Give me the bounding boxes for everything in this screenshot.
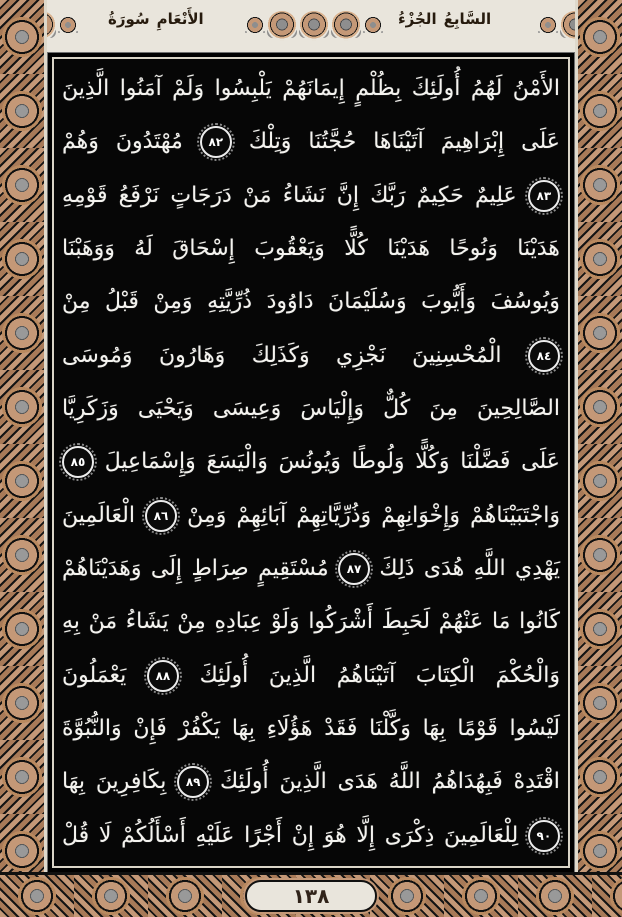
ayah-number: ٨٦ — [153, 508, 169, 523]
ayah-number: ٨٣ — [536, 188, 552, 203]
word: لِلْعَالَمِينَ — [444, 822, 519, 848]
word: نَشَاءُ — [282, 182, 326, 208]
ayah-number: ٩٠ — [536, 828, 552, 843]
word: السَّابِعُ — [443, 10, 492, 28]
word: دَاوُودَ — [266, 289, 314, 315]
word: إِنْ — [291, 822, 315, 848]
word: مَا — [491, 609, 511, 635]
quran-line — [62, 278, 560, 326]
quran-line — [62, 332, 560, 380]
word: الْكِتَابَ — [415, 662, 475, 688]
word: أَسْأَلُكُمْ — [121, 822, 186, 848]
word: يَهْدِي — [514, 556, 560, 582]
word: وَهَارُونَ — [158, 342, 226, 368]
word: وَزَكَرِيَّا — [62, 396, 119, 422]
header-band — [0, 0, 622, 55]
quran-line — [62, 225, 560, 273]
word: نَرْفَعُ — [118, 182, 160, 208]
word: وَكَذَلِكَ — [251, 342, 310, 368]
word: وَإِسْمَاعِيلَ — [104, 449, 196, 475]
word: الْعَالَمِينَ — [62, 502, 135, 528]
word: بِهِ — [62, 609, 80, 635]
word: هَدَيْنَا — [517, 236, 560, 262]
quran-text-panel — [52, 57, 570, 868]
quran-line — [62, 758, 560, 806]
word: لَيْسُوا — [509, 716, 560, 742]
word: وَلَمْ — [172, 76, 205, 101]
word: وَسُلَيْمَانَ — [328, 289, 407, 315]
word: نَجْزِي — [336, 342, 386, 368]
word: أُولَئِكَ — [199, 662, 249, 688]
word: أُولَئِكَ — [220, 769, 269, 795]
blossom-icon — [331, 11, 361, 41]
word: اقْتَدِهْ — [513, 769, 560, 795]
quran-line — [62, 172, 560, 220]
word: أُولَئِكَ — [411, 76, 461, 101]
word: يَعْمَلُونَ — [62, 662, 127, 688]
word: عِبَادِهِ — [214, 609, 263, 635]
quran-line — [62, 385, 560, 433]
word: آمَنُوا — [119, 76, 162, 101]
word: صِرَاطٍ — [191, 556, 249, 582]
word: وَتِلْكَ — [248, 129, 292, 155]
ayah-end-marker-icon — [145, 500, 177, 532]
word: وَنُوحًا — [449, 236, 498, 262]
ayah-number: ٨٧ — [346, 562, 362, 577]
word: حَكِيمٌ — [416, 182, 464, 208]
blossom-icon — [58, 16, 78, 36]
word: الْمُحْسِنِينَ — [412, 342, 502, 368]
blossom-icon — [299, 11, 329, 41]
word: حُجَّتُنَا — [308, 129, 357, 155]
word: فَإِنْ — [133, 716, 167, 742]
word: اللَّهُ — [388, 769, 421, 795]
ayah-number: ٨٥ — [70, 455, 86, 470]
quran-line — [62, 598, 560, 646]
word: عَلَى — [521, 449, 560, 475]
word: آبَائِهِمْ — [236, 502, 287, 528]
word: مِنْ — [177, 609, 206, 635]
word: وَوَهَبْنَا — [62, 236, 115, 262]
word: يَلْبِسُوا — [214, 76, 272, 101]
word: قَوْمًا — [457, 716, 498, 742]
word: وَإِلْيَاسَ — [300, 396, 364, 422]
word: عَلِيمٌ — [474, 182, 517, 208]
ayah-end-marker-icon — [62, 446, 94, 478]
ayah-number: ٨٨ — [155, 668, 171, 683]
quran-line — [62, 492, 560, 540]
word: وَمِنْ — [187, 502, 227, 528]
word: آتَيْنَاهُمُ — [336, 662, 396, 688]
word: وَلَوْ — [270, 609, 300, 635]
word: مِنْ — [62, 289, 91, 315]
ayah-number: ٨٤ — [536, 348, 552, 363]
ayah-number: ٨٩ — [185, 775, 201, 790]
quran-line — [62, 118, 560, 166]
word: هُدَى — [423, 556, 465, 582]
quran-lines — [62, 65, 560, 860]
arabesque-border-left — [0, 0, 47, 917]
ayah-end-marker-icon — [338, 553, 370, 585]
quran-line — [62, 812, 560, 860]
word: يَكْفُرْ — [178, 716, 221, 742]
word: كُلٌّ — [383, 396, 411, 422]
word: بِهَا — [62, 769, 85, 795]
word: وَلُوطًا — [351, 449, 405, 475]
word: وَكُلًّا — [415, 449, 450, 475]
word: إِبْرَاهِيمَ — [440, 129, 505, 155]
word: أَجْرًا — [244, 822, 283, 848]
page-number-cartouche — [245, 880, 377, 912]
word: وَإِخْوَانِهِمْ — [381, 502, 460, 528]
word: وَالْحُكْمَ — [495, 662, 560, 688]
word: فَضَّلْنَا — [460, 449, 511, 475]
word: بِهَا — [422, 716, 446, 742]
quran-line — [62, 65, 560, 113]
quran-line — [62, 438, 560, 486]
ayah-end-marker-icon — [200, 126, 232, 158]
word: ذَلِكَ — [379, 556, 415, 582]
word: بِظُلْمٍ — [355, 76, 402, 101]
ayah-end-marker-icon — [528, 340, 560, 372]
word: دَرَجَاتٍ — [170, 182, 232, 208]
quran-line — [62, 652, 560, 700]
ayah-end-marker-icon — [528, 180, 560, 212]
blossom-icon — [267, 11, 297, 41]
word: وَاجْتَبَيْنَاهُمْ — [470, 502, 560, 528]
word: هُوَ — [323, 822, 347, 848]
word: هَدَيْنَا — [387, 236, 430, 262]
word: إِسْحَاقَ — [172, 236, 235, 262]
word: مُهْتَدُونَ — [115, 129, 183, 155]
word: اللَّهِ — [473, 556, 506, 582]
word: وَذُرِّيَّاتِهِمْ — [296, 502, 372, 528]
word: قَبْلُ — [105, 289, 139, 315]
footer-ornament-band — [0, 872, 622, 917]
quran-line — [62, 705, 560, 753]
ayah-end-marker-icon — [177, 766, 209, 798]
word: مَنْ — [243, 182, 272, 208]
word: كَانُوا — [519, 609, 560, 635]
word: قَوْمِهِ — [62, 182, 108, 208]
word: الجُزْءُ — [398, 10, 437, 28]
word: يَشَاءُ — [125, 609, 169, 635]
word: مِنَ — [429, 396, 458, 422]
ayah-end-marker-icon — [528, 820, 560, 852]
word: وَهَدَيْنَاهُمْ — [62, 556, 142, 582]
word: الَّذِينَ — [62, 76, 110, 101]
juz-title-cartouche — [398, 10, 491, 28]
word: وَمُوسَى — [62, 342, 133, 368]
arabesque-border-right — [575, 0, 622, 917]
quran-line — [62, 545, 560, 593]
word: وَكَّلْنَا — [369, 716, 411, 742]
word: وَأَيُّوبَ — [421, 289, 477, 315]
floral-center-ornament-icon — [236, 0, 392, 52]
word: مَنْ — [88, 609, 118, 635]
word: إِلَّا — [356, 822, 376, 848]
ayah-number: ٨٢ — [208, 135, 224, 150]
word: لَهُمُ — [470, 76, 503, 101]
word: لَهُ — [134, 236, 153, 262]
word: فَبِهُدَاهُمُ — [431, 769, 503, 795]
word: وَيَحْيَى — [137, 396, 194, 422]
page-number: ١٣٨ — [292, 884, 330, 908]
blossom-icon — [245, 16, 265, 36]
word: ذُرِّيَّتِهِ — [207, 289, 253, 315]
word: عَنْهُمْ — [438, 609, 484, 635]
word: أَشْرَكُوا — [308, 609, 373, 635]
word: رَبَّكَ — [370, 182, 406, 208]
word: الَّذِينَ — [268, 662, 317, 688]
word: الأَمْنُ — [512, 76, 560, 101]
word: ذِكْرَى — [384, 822, 435, 848]
word: هَدَى — [337, 769, 378, 795]
word: وَالْيَسَعَ — [206, 449, 268, 475]
word: وَيُوسُفَ — [490, 289, 560, 315]
word: وَعِيسَى — [212, 396, 282, 422]
word: وَهُمْ — [62, 129, 99, 155]
word: الَّذِينَ — [279, 769, 327, 795]
word: وَيُونُسَ — [278, 449, 341, 475]
word: بِكَافِرِينَ — [95, 769, 167, 795]
ayah-end-marker-icon — [147, 660, 179, 692]
word: هَؤُلَاءِ — [266, 716, 313, 742]
word: بِهَا — [231, 716, 255, 742]
word: عَلَيْهِ — [195, 822, 235, 848]
word: إِيمَانَهُمْ — [282, 76, 345, 101]
word: وَيَعْقُوبَ — [254, 236, 325, 262]
word: وَمِنْ — [153, 289, 193, 315]
word: لَحَبِطَ — [381, 609, 431, 635]
blossom-icon — [363, 16, 383, 36]
word: مُسْتَقِيمٍ — [258, 556, 329, 582]
word: إِنَّ — [336, 182, 360, 208]
word: الأَنْعَامِ — [156, 10, 204, 28]
word: الصَّالِحِينَ — [477, 396, 560, 422]
surah-title-cartouche — [108, 10, 204, 28]
word: سُورَةُ — [108, 10, 150, 28]
word: قُلْ — [62, 822, 90, 848]
blossom-icon — [538, 16, 558, 36]
word: إِلَى — [150, 556, 183, 582]
word: كُلًّا — [344, 236, 368, 262]
word: لَا — [98, 822, 112, 848]
word: وَالنُّبُوَّةَ — [62, 716, 122, 742]
word: آتَيْنَاهَا — [373, 129, 424, 155]
word: فَقَدْ — [324, 716, 358, 742]
word: عَلَى — [521, 129, 560, 155]
